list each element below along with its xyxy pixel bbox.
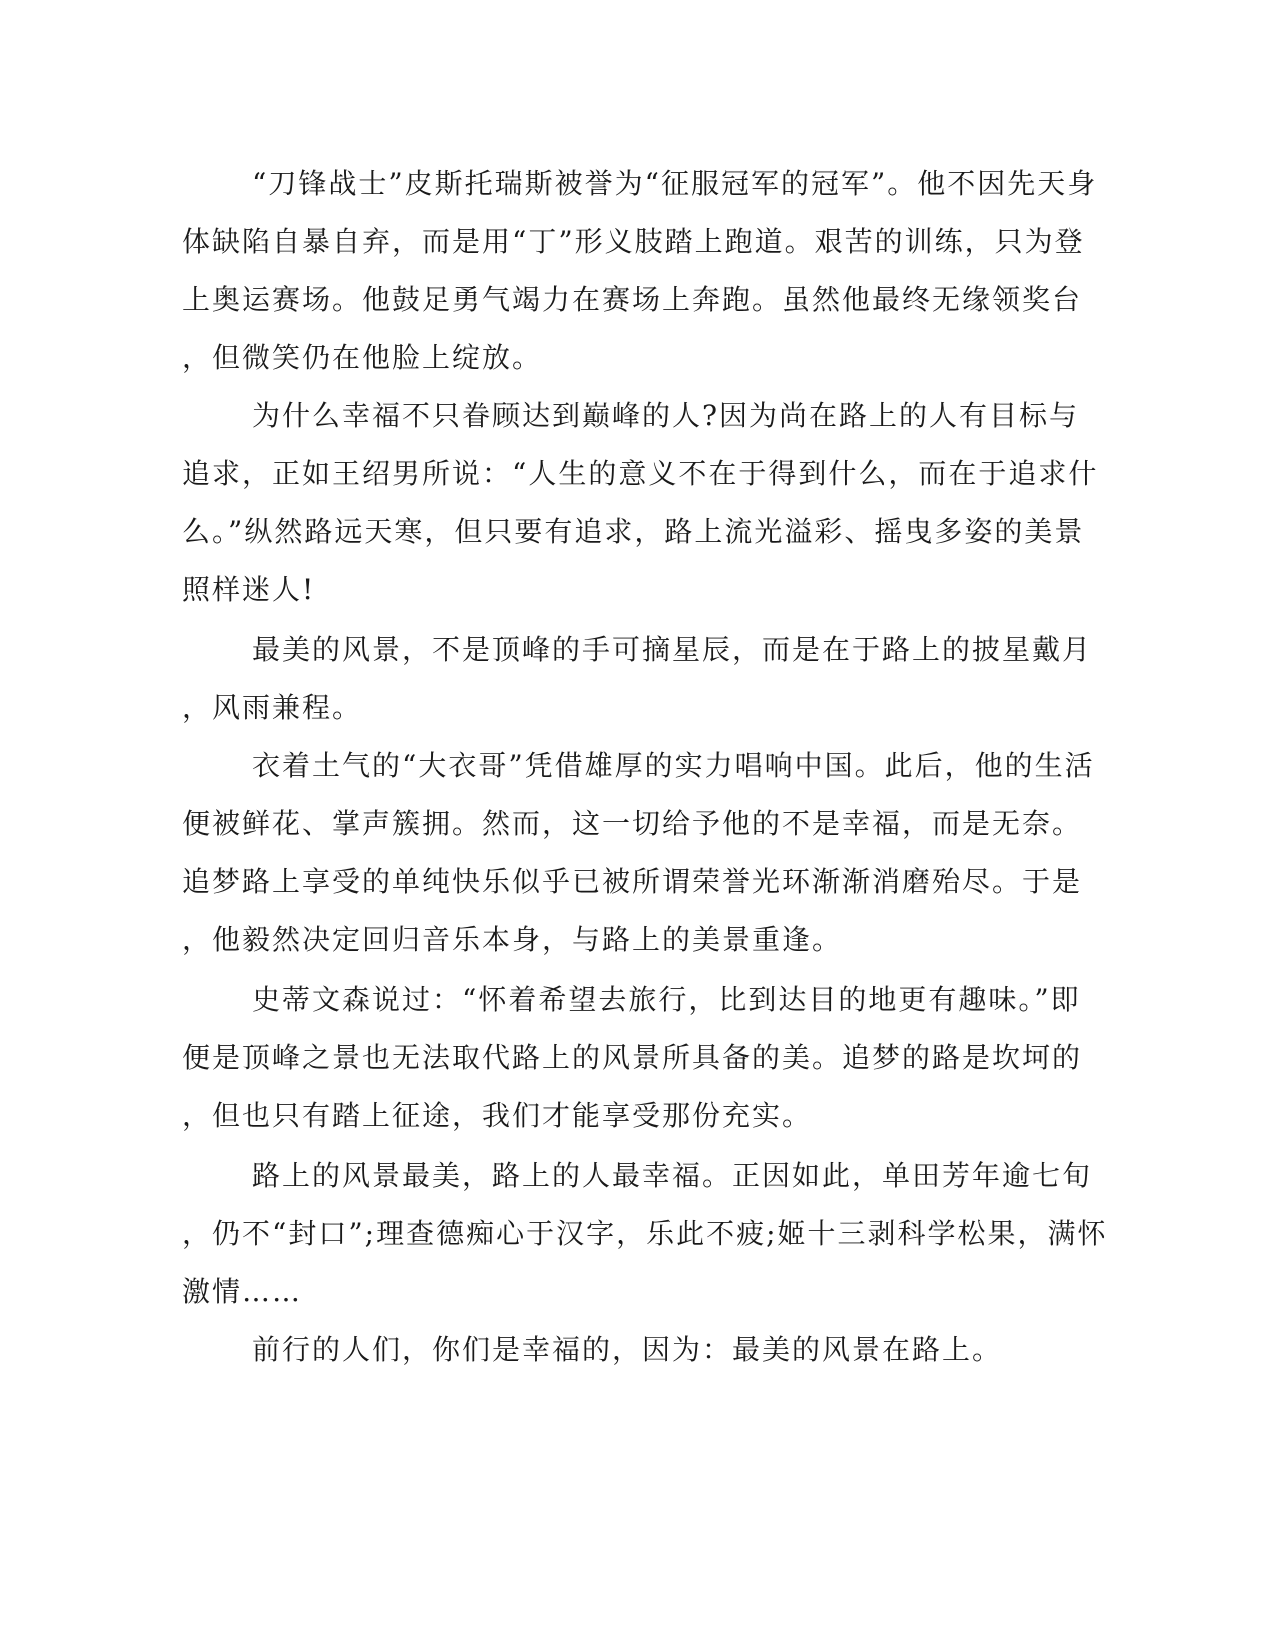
paragraph-5-line-2: 便是顶峰之景也无法取代路上的风景所具备的美。追梦的路是坎坷的 (182, 1041, 1083, 1074)
paragraph-1-line-2: 体缺陷自暴自弃，而是用“丁”形义肢踏上跑道。艰苦的训练，只为登 (182, 225, 1085, 258)
paragraph-1-line-1: “刀锋战士”皮斯托瑞斯被誉为“征服冠军的冠军”。他不因先天身 (252, 167, 1098, 200)
paragraph-4-line-1: 衣着土气的“大衣哥”凭借雄厚的实力唱响中国。此后，他的生活 (252, 749, 1095, 782)
paragraph-1-line-3: 上奥运赛场。他鼓足勇气竭力在赛场上奔跑。虽然他最终无缘领奖台 (182, 283, 1083, 316)
paragraph-3-line-1: 最美的风景，不是顶峰的手可摘星辰，而是在于路上的披星戴月 (252, 633, 1093, 666)
paragraph-2-line-4: 照样迷人! (182, 573, 316, 606)
paragraph-4-line-2: 便被鲜花、掌声簇拥。然而，这一切给予他的不是幸福，而是无奈。 (182, 807, 1083, 840)
paragraph-6-line-3: 激情…… (182, 1275, 303, 1308)
paragraph-5-line-1: 史蒂文森说过：“怀着希望去旅行，比到达目的地更有趣味。”即 (252, 983, 1081, 1016)
paragraph-6-line-2: ，仍不“封口”;理查德痴心于汉字，乐此不疲;姬十三剥科学松果，满怀 (182, 1217, 1108, 1250)
paragraph-2-line-1: 为什么幸福不只眷顾达到巅峰的人?因为尚在路上的人有目标与 (252, 399, 1080, 432)
paragraph-6-line-1: 路上的风景最美，路上的人最幸福。正因如此，单田芳年逾七旬 (252, 1159, 1093, 1192)
paragraph-4-line-3: 追梦路上享受的单纯快乐似乎已被所谓荣誉光环渐渐消磨殆尽。于是 (182, 865, 1083, 898)
paragraph-7-line-1: 前行的人们，你们是幸福的，因为：最美的风景在路上。 (252, 1333, 1003, 1366)
paragraph-3-line-2: ，风雨兼程。 (182, 691, 363, 724)
paragraph-4-line-4: ，他毅然决定回归音乐本身，与路上的美景重逢。 (182, 923, 843, 956)
paragraph-1-line-4: ，但微笑仍在他脸上绽放。 (182, 341, 543, 374)
paragraph-2-line-3: 么。”纵然路远天寒，但只要有追求，路上流光溢彩、摇曳多姿的美景 (182, 515, 1085, 548)
paragraph-2-line-2: 追求，正如王绍男所说：“人生的意义不在于得到什么，而在于追求什 (182, 457, 1099, 490)
paragraph-5-line-3: ，但也只有踏上征途，我们才能享受那份充实。 (182, 1099, 813, 1132)
